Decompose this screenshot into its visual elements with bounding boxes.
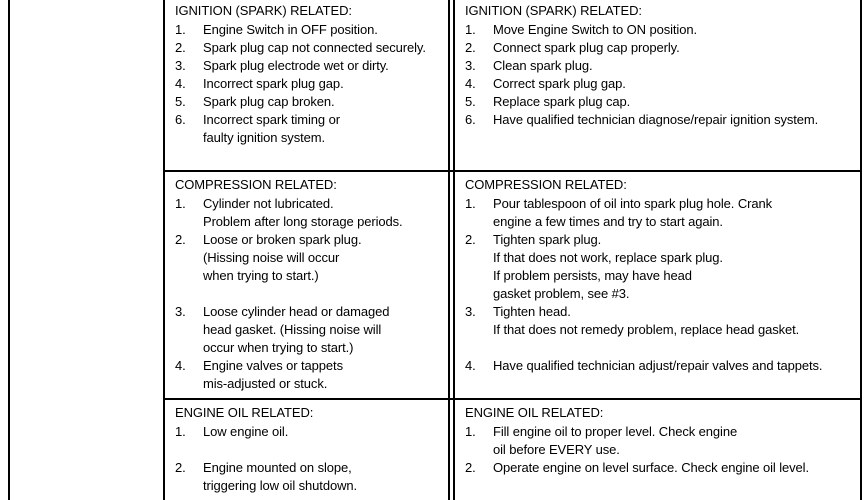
list-item — [175, 93, 440, 111]
list-item-line: Low engine oil. — [203, 424, 289, 439]
list-item-number: 3. — [175, 304, 186, 319]
list-item-line: Loose cylinder head or damaged — [203, 304, 390, 319]
list-item-line: oil before EVERY use. — [493, 442, 620, 457]
list-item-number: 3. — [465, 304, 476, 319]
remedy-cell-engine-oil — [453, 400, 860, 500]
list-item — [175, 39, 440, 57]
list-item — [465, 231, 852, 303]
remedy-item-list — [465, 423, 852, 477]
list-item-line: Have qualified technician adjust/repair valves and tappets. — [493, 358, 823, 373]
list-item-number: 4. — [465, 76, 476, 91]
section-title: ENGINE OIL RELATED: — [175, 405, 314, 420]
remedy-item-list — [465, 21, 852, 129]
list-item — [465, 459, 852, 477]
list-item-line: triggering low oil shutdown. — [203, 478, 358, 493]
section-title: IGNITION (SPARK) RELATED: — [465, 3, 642, 18]
table-label-column — [10, 0, 165, 500]
list-item-line: If that does not work, replace spark plug. — [493, 250, 723, 265]
remedy-item-list — [465, 195, 852, 375]
list-item — [175, 111, 440, 147]
list-item-number: 2. — [175, 40, 186, 55]
list-item — [465, 195, 852, 231]
list-item — [465, 39, 852, 57]
list-item-line: Fill engine oil to proper level. Check engine — [493, 424, 738, 439]
list-item-number: 2. — [465, 40, 476, 55]
list-item-number: 1. — [175, 424, 186, 439]
list-item-number: 4. — [175, 358, 186, 373]
list-item-line: gasket problem, see #3. — [493, 286, 630, 301]
list-item-line: Incorrect spark timing or — [203, 112, 340, 127]
list-item-line: If problem persists, may have head — [493, 268, 692, 283]
list-item-number: 6. — [175, 112, 186, 127]
list-item-line: Spark plug cap broken. — [203, 94, 335, 109]
list-item-line: Operate engine on level surface. Check engine oil level. — [493, 460, 809, 475]
list-item-number: 5. — [175, 94, 186, 109]
list-item-number: 2. — [175, 232, 186, 247]
list-item-line: (Hissing noise will occur — [203, 250, 340, 265]
list-item-line: Spark plug cap not connected securely. — [203, 40, 426, 55]
list-item — [465, 111, 852, 129]
table-row — [165, 400, 860, 500]
list-item — [175, 57, 440, 75]
list-item-line: Spark plug electrode wet or dirty. — [203, 58, 389, 73]
list-item — [465, 303, 852, 339]
list-item — [465, 423, 852, 459]
list-item-number: 1. — [175, 22, 186, 37]
list-item-line: Engine mounted on slope, — [203, 460, 352, 475]
list-item — [175, 75, 440, 93]
list-item-number: 3. — [465, 58, 476, 73]
list-item-line: Have qualified technician diagnose/repair ignition system. — [493, 112, 819, 127]
section-title: COMPRESSION RELATED: — [465, 177, 627, 192]
list-item-number: 5. — [465, 94, 476, 109]
list-item — [175, 357, 440, 393]
list-item-number: 2. — [175, 460, 186, 475]
list-item-line: Problem after long storage periods. — [203, 214, 403, 229]
list-item-number: 1. — [465, 22, 476, 37]
list-item-number: 2. — [465, 460, 476, 475]
list-item-number: 2. — [465, 232, 476, 247]
table-row — [165, 172, 860, 400]
troubleshooting-table — [8, 0, 862, 500]
list-item-line: Connect spark plug cap properly. — [493, 40, 680, 55]
list-item — [465, 21, 852, 39]
list-item-line: Engine valves or tappets — [203, 358, 343, 373]
list-item-number: 3. — [175, 58, 186, 73]
list-item — [465, 75, 852, 93]
cause-cell-ignition — [165, 0, 450, 170]
section-title: ENGINE OIL RELATED: — [465, 405, 604, 420]
list-item-line: occur when trying to start.) — [203, 340, 354, 355]
list-item — [465, 93, 852, 111]
list-item-line: Replace spark plug cap. — [493, 94, 631, 109]
list-item — [175, 195, 440, 231]
remedy-cell-ignition — [453, 0, 860, 170]
list-item-line: Clean spark plug. — [493, 58, 593, 73]
list-item-number: 1. — [465, 196, 476, 211]
list-item-line: Cylinder not lubricated. — [203, 196, 334, 211]
list-item-line: Pour tablespoon of oil into spark plug hole. Crank — [493, 196, 773, 211]
list-item — [175, 303, 440, 357]
remedy-cell-compression — [453, 172, 860, 398]
cause-item-list — [175, 195, 440, 393]
list-item-line: Correct spark plug gap. — [493, 76, 626, 91]
list-item-number: 4. — [465, 358, 476, 373]
list-item — [175, 231, 440, 285]
list-item — [175, 459, 440, 495]
list-item-line: Incorrect spark plug gap. — [203, 76, 344, 91]
cause-item-list — [175, 21, 440, 147]
list-item-line: Engine Switch in OFF position. — [203, 22, 378, 37]
list-item-line: head gasket. (Hissing noise will — [203, 322, 382, 337]
list-item-line: If that does not remedy problem, replace head gasket. — [493, 322, 800, 337]
section-title: COMPRESSION RELATED: — [175, 177, 337, 192]
list-item-line: when trying to start.) — [203, 268, 319, 283]
list-item-line: Tighten head. — [493, 304, 571, 319]
list-item — [465, 357, 852, 375]
cause-cell-compression — [165, 172, 450, 398]
section-title: IGNITION (SPARK) RELATED: — [175, 3, 352, 18]
list-item-number: 6. — [465, 112, 476, 127]
list-item — [465, 57, 852, 75]
table-body-columns — [165, 0, 860, 500]
list-item-line: Tighten spark plug. — [493, 232, 602, 247]
cause-cell-engine-oil — [165, 400, 450, 500]
list-item — [175, 423, 440, 441]
list-item-line: faulty ignition system. — [203, 130, 325, 145]
list-item-number: 1. — [175, 196, 186, 211]
cause-item-list — [175, 423, 440, 495]
list-item-line: engine a few times and try to start again. — [493, 214, 723, 229]
table-row — [165, 0, 860, 172]
list-item-line: Loose or broken spark plug. — [203, 232, 362, 247]
list-item-line: Move Engine Switch to ON position. — [493, 22, 697, 37]
list-item-number: 4. — [175, 76, 186, 91]
list-item-number: 1. — [465, 424, 476, 439]
list-item-line: mis-adjusted or stuck. — [203, 376, 328, 391]
list-item — [175, 21, 440, 39]
